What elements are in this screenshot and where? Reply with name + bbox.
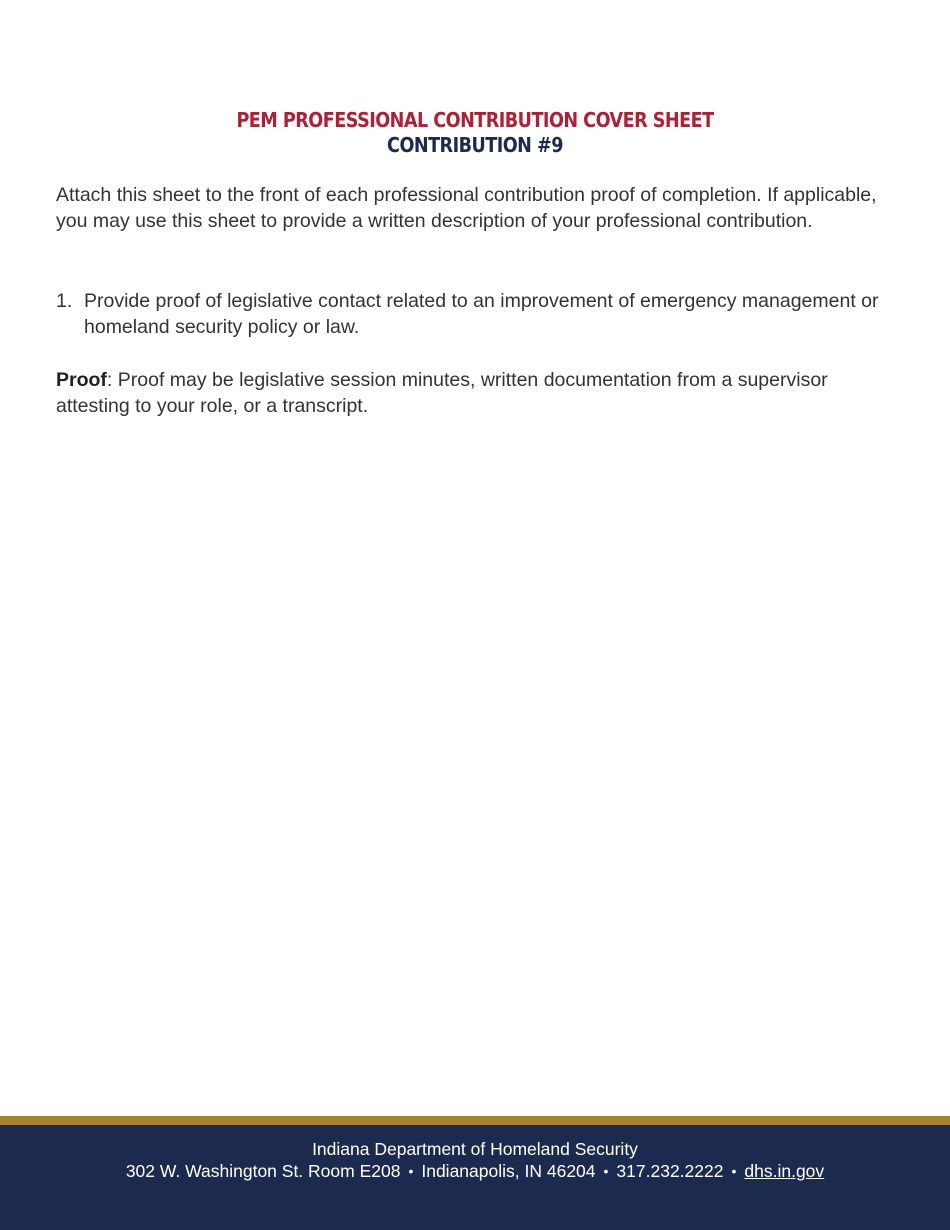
footer-separator: • — [603, 1163, 609, 1179]
footer-city: Indianapolis, IN 46204 — [421, 1161, 596, 1181]
list-item — [56, 288, 896, 340]
footer-separator: • — [731, 1163, 737, 1179]
list-item-number: 1. — [56, 290, 73, 312]
proof-text: : Proof may be legislative session minutes, written documentation from a supervisor attesting to your role, or a transcript. — [56, 369, 828, 417]
proof-paragraph — [56, 367, 896, 419]
footer — [0, 1125, 950, 1230]
proof-label: Proof — [56, 369, 107, 391]
footer-separator: • — [408, 1163, 414, 1179]
footer-phone: 317.232.2222 — [616, 1161, 724, 1181]
footer-website-link[interactable]: dhs.in.gov — [744, 1161, 825, 1181]
footer-gold-divider — [0, 1116, 950, 1125]
page-title: PEM PROFESSIONAL CONTRIBUTION COVER SHEET — [236, 108, 714, 132]
footer-organization: Indiana Department of Homeland Security — [312, 1139, 638, 1159]
page-subtitle: CONTRIBUTION #9 — [387, 133, 563, 157]
list-item-text: Provide proof of legislative contact related to an improvement of emergency management or homeland security policy or law. — [84, 290, 879, 338]
intro-paragraph: Attach this sheet to the front of each professional contribution proof of completion. If applicable, you may use this sheet to provide a written description of your professional contribution. — [56, 184, 877, 232]
title-block — [0, 108, 950, 158]
footer-contact-line — [0, 1160, 950, 1182]
footer-address: 302 W. Washington St. Room E208 — [125, 1161, 401, 1181]
